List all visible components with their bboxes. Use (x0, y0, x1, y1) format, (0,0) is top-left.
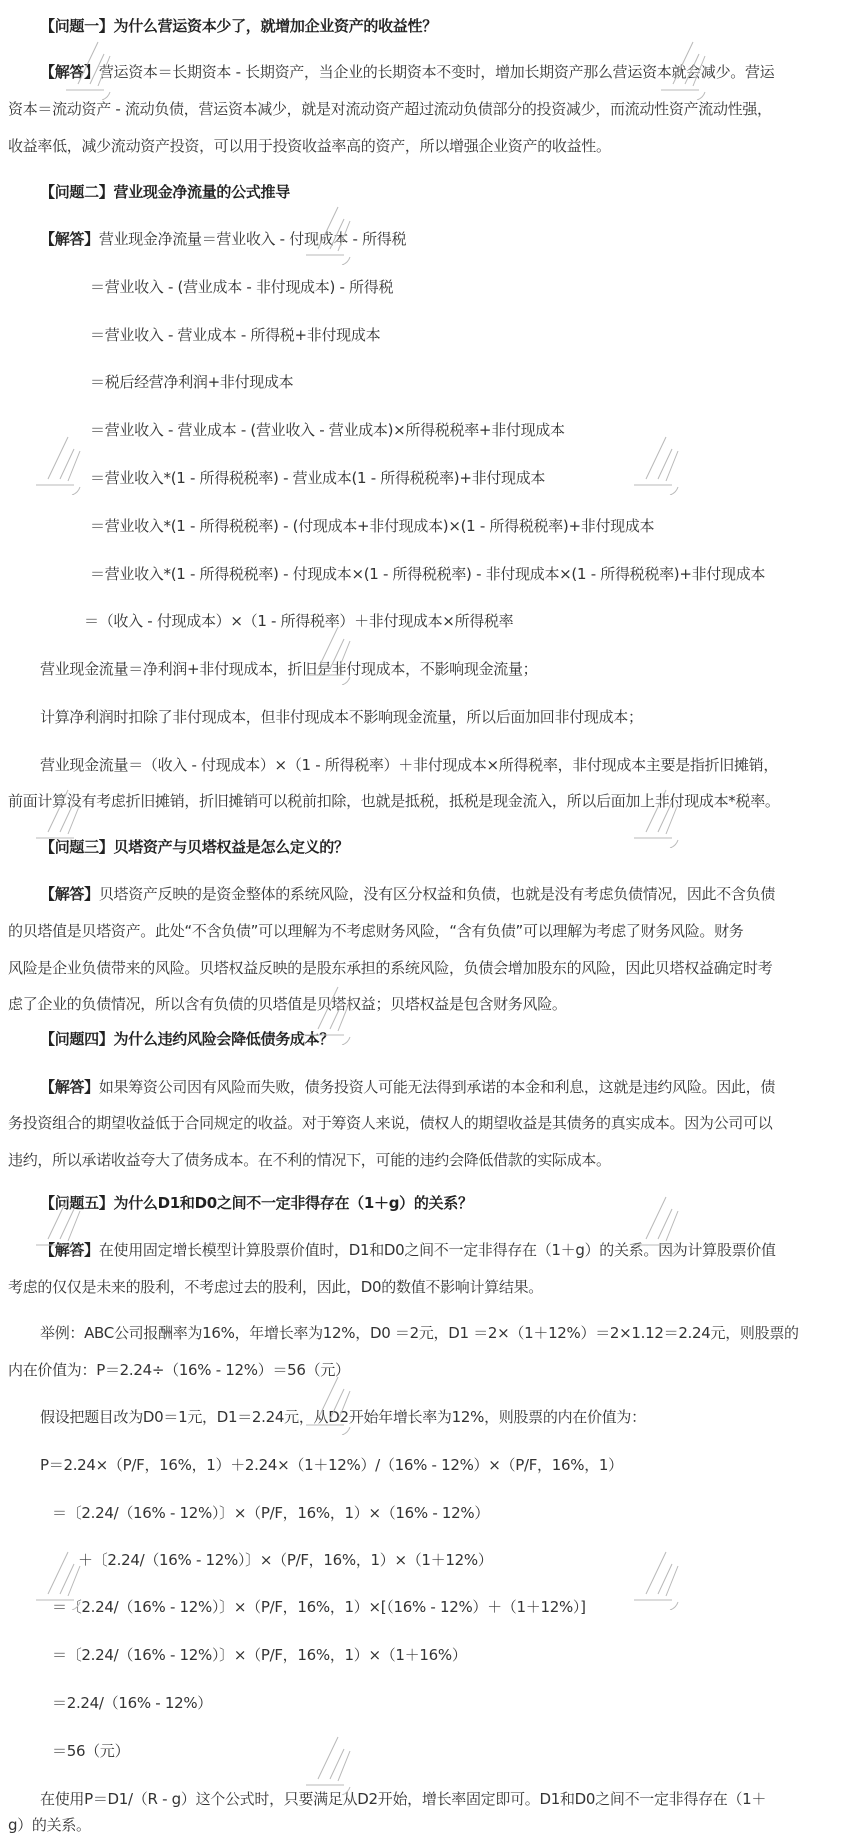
answer-tag: 【解答】 (40, 1241, 99, 1259)
watermark-pen-icon (628, 1550, 688, 1610)
note-line-1: 营业现金流量＝净利润+非付现成本，折旧是非付现成本，不影响现金流量； (40, 660, 538, 678)
question-4-title: 【问题四】为什么违约风险会降低债务成本？ (40, 1030, 335, 1048)
answer-tag: 【解答】 (40, 885, 99, 903)
calc-step-5: ＝〔2.24/（16% - 12%）〕×（P/F，16%，1）×（1＋16%） (52, 1646, 467, 1664)
question-4-answer-line-3: 违约，所以承诺收益夸大了债务成本。在不利的情况下，可能的违约会降低借款的实际成本。 (8, 1151, 611, 1169)
note-line-4: 前面计算没有考虑折旧摊销，折旧摊销可以税前扣除，也就是抵税，抵税是现金流入，所以后面加上非付现成本*税率。 (8, 792, 780, 810)
question-1-title: 【问题一】为什么营运资本少了，就增加企业资产的收益性？ (40, 17, 437, 35)
derivation-step-7: ＝营业收入*(1 - 所得税税率) - 付现成本×(1 - 所得税税率) - 非付现成本×(1 - 所得税税率)+非付现成本 (90, 565, 766, 583)
derivation-step-8: ＝（收入 - 付现成本）×（1 - 所得税率）＋非付现成本×所得税率 (84, 612, 514, 630)
answer-tag: 【解答】 (40, 1078, 99, 1096)
answer-tag: 【解答】 (40, 63, 99, 81)
question-3-answer-line-3: 风险是企业负债带来的风险。贝塔权益反映的是股东承担的系统风险，负债会增加股东的风险，因此贝塔权益确定时考 (8, 959, 773, 977)
watermark-pen-icon (628, 435, 688, 495)
question-5-answer-line-2: 考虑的仅仅是未来的股利，不考虑过去的股利，因此，D0的数值不影响计算结果。 (8, 1278, 543, 1296)
derivation-step-4: ＝营业收入 - 营业成本 - (营业收入 - 营业成本)×所得税税率+非付现成本 (90, 421, 565, 439)
question-3-answer-line-2: 的贝塔值是贝塔资产。此处“不含负债”可以理解为不考虑财务风险，“含有负债”可以理解为考虑了财务风险。财务 (8, 922, 744, 940)
calc-step-7: ＝56（元） (52, 1742, 130, 1760)
watermark-pen-icon (300, 1735, 360, 1795)
derivation-step-1: ＝营业收入 - (营业成本 - 非付现成本) - 所得税 (90, 278, 394, 296)
question-3-title: 【问题三】贝塔资产与贝塔权益是怎么定义的？ (40, 838, 349, 856)
derivation-step-5: ＝营业收入*(1 - 所得税税率) - 营业成本(1 - 所得税税率)+非付现成本 (90, 469, 546, 487)
watermark-pen-icon (30, 435, 90, 495)
answer-tag: 【解答】 (40, 230, 99, 248)
question-1-answer-line-1: 【解答】营运资本＝长期资本 - 长期资产，当企业的长期资本不变时，增加长期资产那么营运资本就会减少。营运 (40, 63, 775, 81)
example-line-1: 举例：ABC公司报酬率为16%，年增长率为12%，D0 ＝2元，D1 ＝2×（1＋12%）＝2×1.12＝2.24元，则股票的 (40, 1324, 799, 1342)
derivation-step-3: ＝税后经营净利润+非付现成本 (90, 373, 294, 391)
calc-step-3: ＋〔2.24/（16% - 12%）〕×（P/F，16%，1）×（1＋12%） (78, 1551, 493, 1569)
conclusion-line-1: 在使用P＝D1/（R - g）这个公式时，只要满足从D2开始，增长率固定即可。D1和D0之间不一定非得存在（1＋ (40, 1790, 767, 1808)
question-3-answer-line-4: 虑了企业的负债情况，所以含有负债的贝塔值是贝塔权益；贝塔权益是包含财务风险。 (8, 995, 567, 1013)
calc-step-2: ＝〔2.24/（16% - 12%）〕×（P/F，16%，1）×（16% - 12%） (52, 1504, 490, 1522)
question-2-title: 【问题二】营业现金净流量的公式推导 (40, 183, 290, 201)
question-5-title: 【问题五】为什么D1和D0之间不一定非得存在（1＋g）的关系？ (40, 1194, 473, 1212)
question-2-answer-first: 【解答】营业现金净流量＝营业收入 - 付现成本 - 所得税 (40, 230, 407, 248)
hypothesis-line: 假设把题目改为D0＝1元，D1＝2.24元，从D2开始年增长率为12%，则股票的内在价值为： (40, 1408, 646, 1426)
question-1-answer-line-3: 收益率低，减少流动资产投资，可以用于投资收益率高的资产，所以增强企业资产的收益性。 (8, 137, 611, 155)
calc-step-4: ＝〔2.24/（16% - 12%）〕×（P/F，16%，1）×[（16% - 12%）＋（1＋12%）] (52, 1598, 586, 1616)
note-line-2: 计算净利润时扣除了非付现成本，但非付现成本不影响现金流量，所以后面加回非付现成本； (40, 708, 643, 726)
derivation-step-6: ＝营业收入*(1 - 所得税税率) - (付现成本+非付现成本)×(1 - 所得税税率)+非付现成本 (90, 517, 655, 535)
question-1-answer-line-2: 资本＝流动资产 - 流动负债，营运资本减少，就是对流动资产超过流动负债部分的投资减少，而流动性资产流动性强， (8, 100, 772, 118)
question-4-answer-line-1: 【解答】如果筹资公司因有风险而失败，债务投资人可能无法得到承诺的本金和利息，这就是违约风险。因此，债 (40, 1078, 776, 1096)
question-3-answer-line-1: 【解答】贝塔资产反映的是资金整体的系统风险，没有区分权益和负债，也就是没有考虑负债情况，因此不含负债 (40, 885, 776, 903)
derivation-step-2: ＝营业收入 - 营业成本 - 所得税+非付现成本 (90, 326, 381, 344)
calc-step-6: ＝2.24/（16% - 12%） (52, 1694, 212, 1712)
calc-step-1: P＝2.24×（P/F，16%，1）＋2.24×（1＋12%）/（16% - 12%）×（P/F，16%，1） (40, 1456, 623, 1474)
example-line-2: 内在价值为：P＝2.24÷（16% - 12%）＝56（元） (8, 1361, 350, 1379)
question-4-answer-line-2: 务投资组合的期望收益低于合同规定的收益。对于筹资人来说，债权人的期望收益是其债务的真实成本。因为公司可以 (8, 1114, 773, 1132)
conclusion-line-2: g）的关系。 (8, 1816, 91, 1834)
question-5-answer-line-1: 【解答】在使用固定增长模型计算股票价值时，D1和D0之间不一定非得存在（1＋g）的关系。因为计算股票价值 (40, 1241, 776, 1259)
note-line-3: 营业现金流量＝（收入 - 付现成本）×（1 - 所得税率）＋非付现成本×所得税率，非付现成本主要是指折旧摊销， (40, 756, 779, 774)
